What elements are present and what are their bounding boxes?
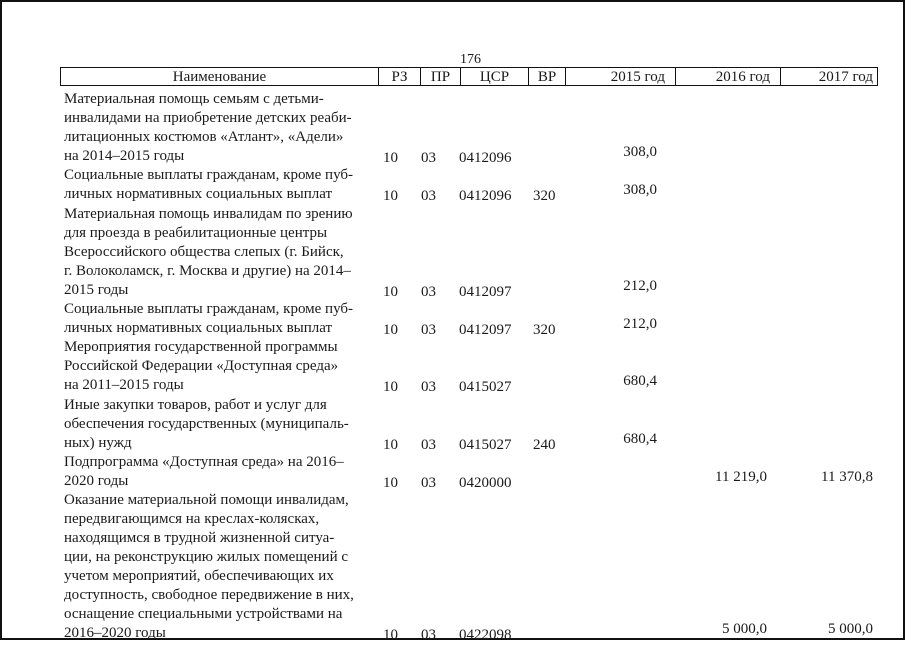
cell-2016: 5 000,0 [722,621,767,638]
cell-csr: 0412097 [459,321,512,338]
cell-pr: 03 [421,188,436,205]
row-name-line: личных нормативных социальных выплат [64,186,333,203]
row-name [64,90,364,166]
row-name-line: обеспечения государственных (муниципаль- [64,415,349,432]
row-name-line: на 2014–2015 годы [64,148,185,164]
table-row [2,396,905,453]
table-row [2,491,905,643]
cell-2015: 680,4 [623,373,657,390]
cell-vr: 320 [533,321,556,338]
row-name-line: 2015 годы [64,281,129,298]
row-name-line: Оказание материальной помощи инвалидам, [64,492,349,509]
row-name-line: ных) нужд [64,434,132,451]
row-name-line: ции, на реконструкцию жилых помещений с [64,549,349,566]
cell-csr: 0415027 [459,436,512,453]
table-row [2,205,905,300]
row-name-line: передвигающимся на креслах-колясках, [64,511,320,528]
page-number: 176 [460,52,481,67]
row-name [64,453,364,491]
row-name-line: Социальные выплаты гражданам, кроме пуб- [64,300,354,317]
cell-rz: 10 [383,474,398,491]
row-name [64,300,364,338]
cell-rz: 10 [383,321,398,338]
cell-pr: 03 [421,283,436,300]
cell-rz: 10 [383,379,398,396]
row-name-line: Социальные выплаты гражданам, кроме пуб- [64,167,354,184]
cell-pr: 03 [421,379,436,396]
table-row [2,90,905,166]
row-name-line: Материальная помощь семьям с детьми- [64,91,324,107]
row-name-line: находящимся в трудной жизненной ситуа- [64,530,335,547]
cell-pr: 03 [421,436,436,453]
row-name [64,396,364,453]
row-name-line: литационных костюмов «Атлант», «Адели» [64,129,344,145]
cell-2015: 212,0 [623,277,657,294]
row-name-line: инвалидами на приобретение детских реаби- [64,110,352,126]
row-name-line: 2016–2020 годы [64,625,166,642]
cell-2015: 308,0 [623,144,657,160]
cell-csr: 0422098 [459,627,512,644]
row-name-line: Мероприятия государственной программы [64,339,338,356]
header-pr: ПР [421,68,461,85]
header-rz: РЗ [379,68,421,85]
cell-csr: 0412096 [459,150,512,166]
cell-pr: 03 [421,627,436,644]
row-name-line: для проезда в реабилитационные центры [64,224,328,241]
cell-2017: 11 370,8 [821,468,873,485]
table-header [60,67,878,86]
cell-csr: 0412097 [459,283,512,300]
table-row [2,300,905,338]
cell-csr: 0412096 [459,188,512,205]
cell-vr: 240 [533,436,556,453]
cell-pr: 03 [421,150,436,166]
row-name-line: оснащение специальными устройствами на [64,606,343,623]
cell-rz: 10 [383,627,398,644]
row-name-line: Иные закупки товаров, работ и услуг для [64,396,327,413]
row-name-line: 2020 годы [64,472,129,489]
cell-rz: 10 [383,436,398,453]
header-2017: 2017 год [818,69,873,85]
row-name-line: г. Волоколамск, г. Москва и другие) на 2014– [64,262,351,279]
row-name-line: личных нормативных социальных выплат [64,319,333,336]
cell-2016: 11 219,0 [715,468,767,485]
header-csr: ЦСР [461,68,529,85]
cell-2015: 308,0 [623,182,657,199]
cell-rz: 10 [383,188,398,205]
row-name-line: Подпрограмма «Доступная среда» на 2016– [64,453,344,470]
row-name-line: на 2011–2015 годы [64,377,184,394]
header-2016: 2016 год [676,68,781,85]
header-2015: 2015 год [566,68,676,85]
cell-csr: 0420000 [459,474,512,491]
cell-rz: 10 [383,283,398,300]
table-row [2,166,905,204]
cell-2015: 212,0 [623,315,657,332]
header-name: Наименование [61,68,379,85]
row-name-line: доступность, свободное передвижение в них, [64,587,354,604]
row-name-line: Всероссийского общества слепых (г. Бийск, [64,243,344,260]
table-row [2,338,905,395]
header-vr: ВР [529,68,566,85]
row-name [64,338,364,395]
row-name-line: учетом мероприятий, обеспечивающих их [64,568,334,585]
cell-pr: 03 [421,474,436,491]
cell-csr: 0415027 [459,379,512,396]
cell-2017: 5 000,0 [828,621,873,638]
row-name [64,491,364,643]
row-name-line: Российской Федерации «Доступная среда» [64,358,339,375]
row-name-line: Материальная помощь инвалидам по зрению [64,205,353,222]
row-name [64,166,364,204]
row-name [64,205,364,300]
cell-rz: 10 [383,150,398,166]
cell-2015: 680,4 [623,430,657,447]
table-row [2,453,905,491]
cell-pr: 03 [421,321,436,338]
cell-vr: 320 [533,188,556,205]
